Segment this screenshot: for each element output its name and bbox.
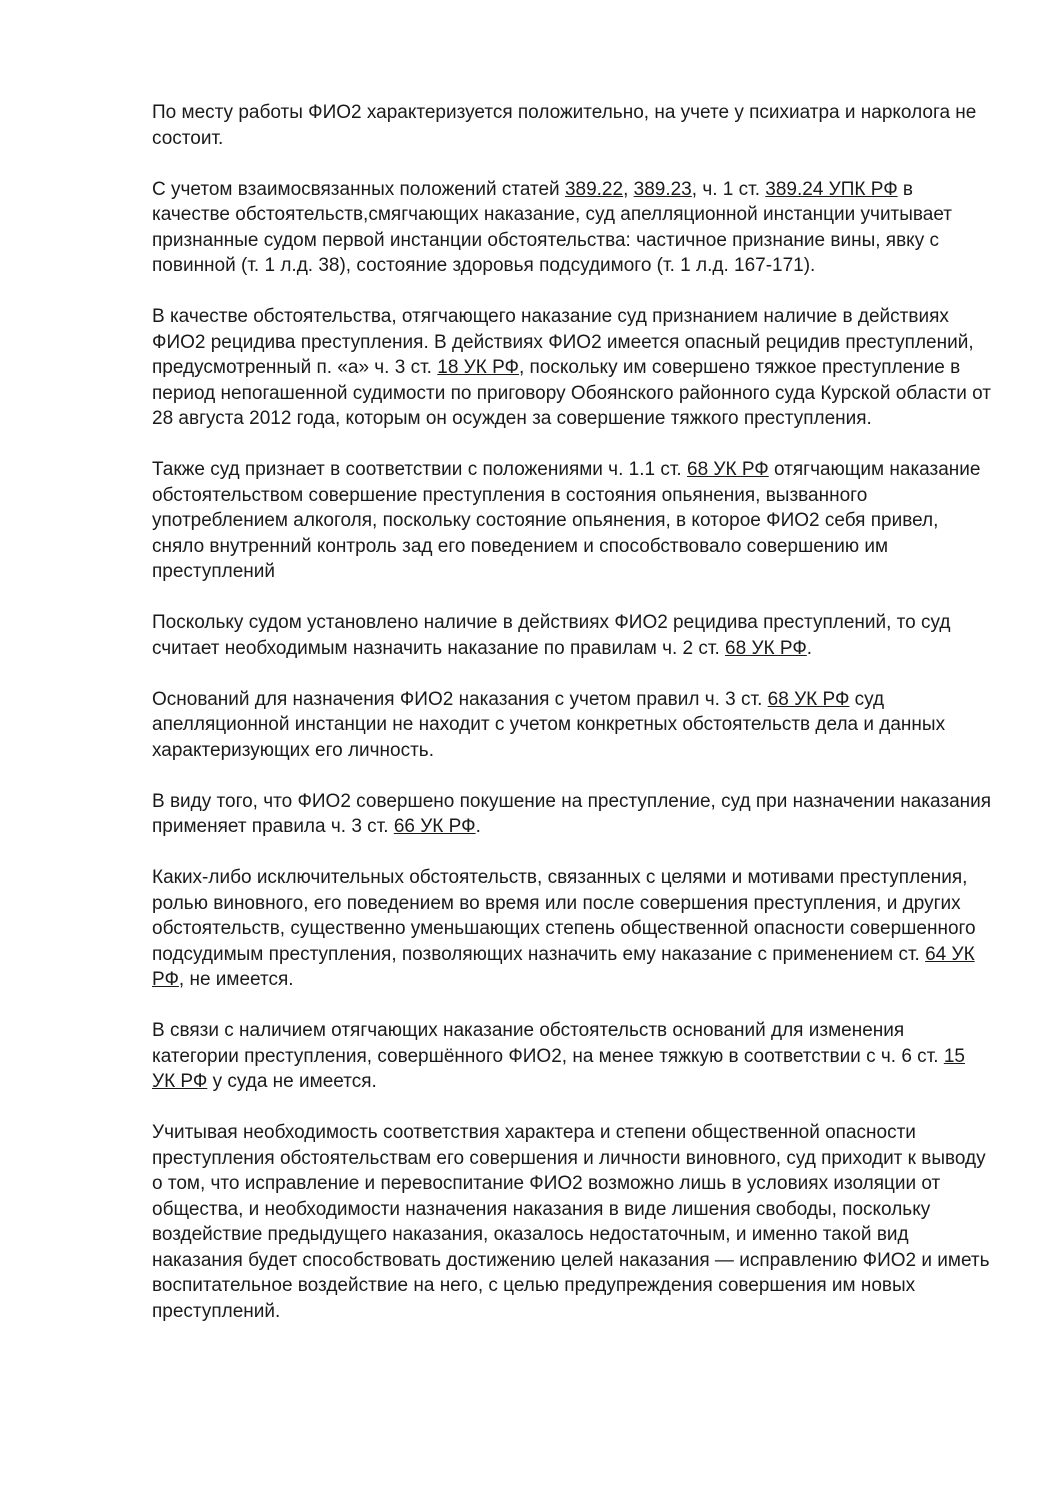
- paragraph: [152, 100, 992, 151]
- paragraph: [152, 304, 992, 432]
- text-segment: Каких-либо исключительных обстоятельств, связанных с целями и мотивами преступления, ролью виновного, его поведением во время или после совершения преступления, и других обстоятельств, существенно уменьшающих степень общественной опасности совершенного подсудимым преступления, позволяющих назначить ему наказание с применением ст.: [152, 867, 976, 965]
- law-reference-link[interactable]: 389.24 УПК РФ: [765, 178, 898, 200]
- document-page: [152, 100, 992, 1350]
- text-segment: , поскольку им совершено тяжкое преступление в период непогашенной судимости по приговору Обоянского районного суда Курской области от 28 августа 2012 года, которым он осужден за совершение тяжкого преступления.: [152, 357, 991, 429]
- text-segment: .: [475, 816, 481, 837]
- text-segment: В качестве обстоятельства, отягчающего наказание суд признанием наличие в действиях ФИО2 рецидива преступления. В действиях ФИО2 имеется опасный рецидив преступлений, предусмотренный п. «а» ч. 3 ст.: [152, 306, 974, 378]
- law-reference-link[interactable]: 389.23: [633, 178, 692, 200]
- law-reference-link[interactable]: 15 УК РФ: [152, 1045, 965, 1092]
- paragraph: [152, 1120, 992, 1324]
- law-reference-link[interactable]: 68 УК РФ: [687, 459, 769, 480]
- text-segment: у суда не имеется.: [207, 1071, 377, 1092]
- text-segment: .: [806, 637, 813, 659]
- law-reference-link[interactable]: 68 УК РФ: [767, 688, 850, 710]
- text-segment: отягчающим наказание обстоятельством совершение преступления в состояния опьянения, вызванного употреблением алкоголя, поскольку состояние опьянения, в которое ФИО2 себя привел, сняло внутренний контроль зад его поведением и способствовало совершению им преступлений: [152, 459, 981, 582]
- text-segment: В виду того, что ФИО2 совершено покушение на преступление, суд при назначении наказания применяет правила ч. 3 ст.: [152, 790, 992, 837]
- law-reference-link[interactable]: 68 УК РФ: [725, 637, 807, 659]
- paragraph: [152, 687, 992, 764]
- law-reference-link[interactable]: 64 УК РФ: [152, 943, 975, 990]
- text-segment: ,: [623, 178, 634, 200]
- paragraph: [152, 457, 992, 585]
- law-reference-link[interactable]: 18 УК РФ: [437, 357, 519, 378]
- text-segment: Также суд признает в соответствии с положениями ч. 1.1 ст.: [152, 459, 687, 480]
- law-reference-link[interactable]: 389.22: [564, 178, 624, 200]
- text-segment: Учитывая необходимость соответствия характера и степени общественной опасности преступления обстоятельствам его совершения и личности виновного, суд приходит к выводу о том, что исправление и перевоспитание ФИО2 возможно лишь в условиях изоляции от общества, и необходимости назначения наказания в виде лишения свободы, поскольку воздействие предыдущего наказания, оказалось недостаточным, и именно такой вид наказания будет способствовать достижению целей наказания — исправлению ФИО2 и иметь воспитательное воздействие на него, с целью предупреждения совершения им новых преступлений.: [152, 1122, 990, 1322]
- text-segment: суд апелляционной инстанции не находит с учетом конкретных обстоятельств дела и данных характеризующих его личность.: [152, 688, 946, 761]
- paragraph: [152, 177, 992, 279]
- text-segment: С учетом взаимосвязанных положений статей: [152, 178, 565, 200]
- law-reference-link[interactable]: 66 УК РФ: [393, 816, 476, 837]
- paragraph: [152, 865, 992, 993]
- text-segment: По месту работы ФИО2 характеризуется положительно, на учете у психиатра и нарколога не состоит.: [152, 102, 977, 149]
- paragraph: [152, 610, 992, 661]
- paragraph: [152, 1018, 992, 1095]
- text-segment: В связи с наличием отягчающих наказание обстоятельств оснований для изменения категории преступления, совершённого ФИО2, на менее тяжкую в соответствии с ч. 6 ст.: [152, 1020, 944, 1067]
- paragraph: [152, 789, 992, 840]
- text-segment: в качестве обстоятельств,смягчающих наказание, суд апелляционной инстанции учитывает признанные судом первой инстанции обстоятельства: частичное признание вины, явку с повинной (т. 1 л.д. 38), состояние здоровья подсудимого (т. 1 л.д. 167-171).: [152, 178, 953, 276]
- text-segment: , ч. 1 ст.: [691, 178, 766, 200]
- text-segment: Оснований для назначения ФИО2 наказания с учетом правил ч. 3 ст.: [152, 688, 768, 710]
- text-segment: Поскольку судом установлено наличие в действиях ФИО2 рецидива преступлений, то суд считает необходимым назначить наказание по правилам ч. 2 ст.: [152, 612, 951, 659]
- text-segment: , не имеется.: [178, 969, 294, 990]
